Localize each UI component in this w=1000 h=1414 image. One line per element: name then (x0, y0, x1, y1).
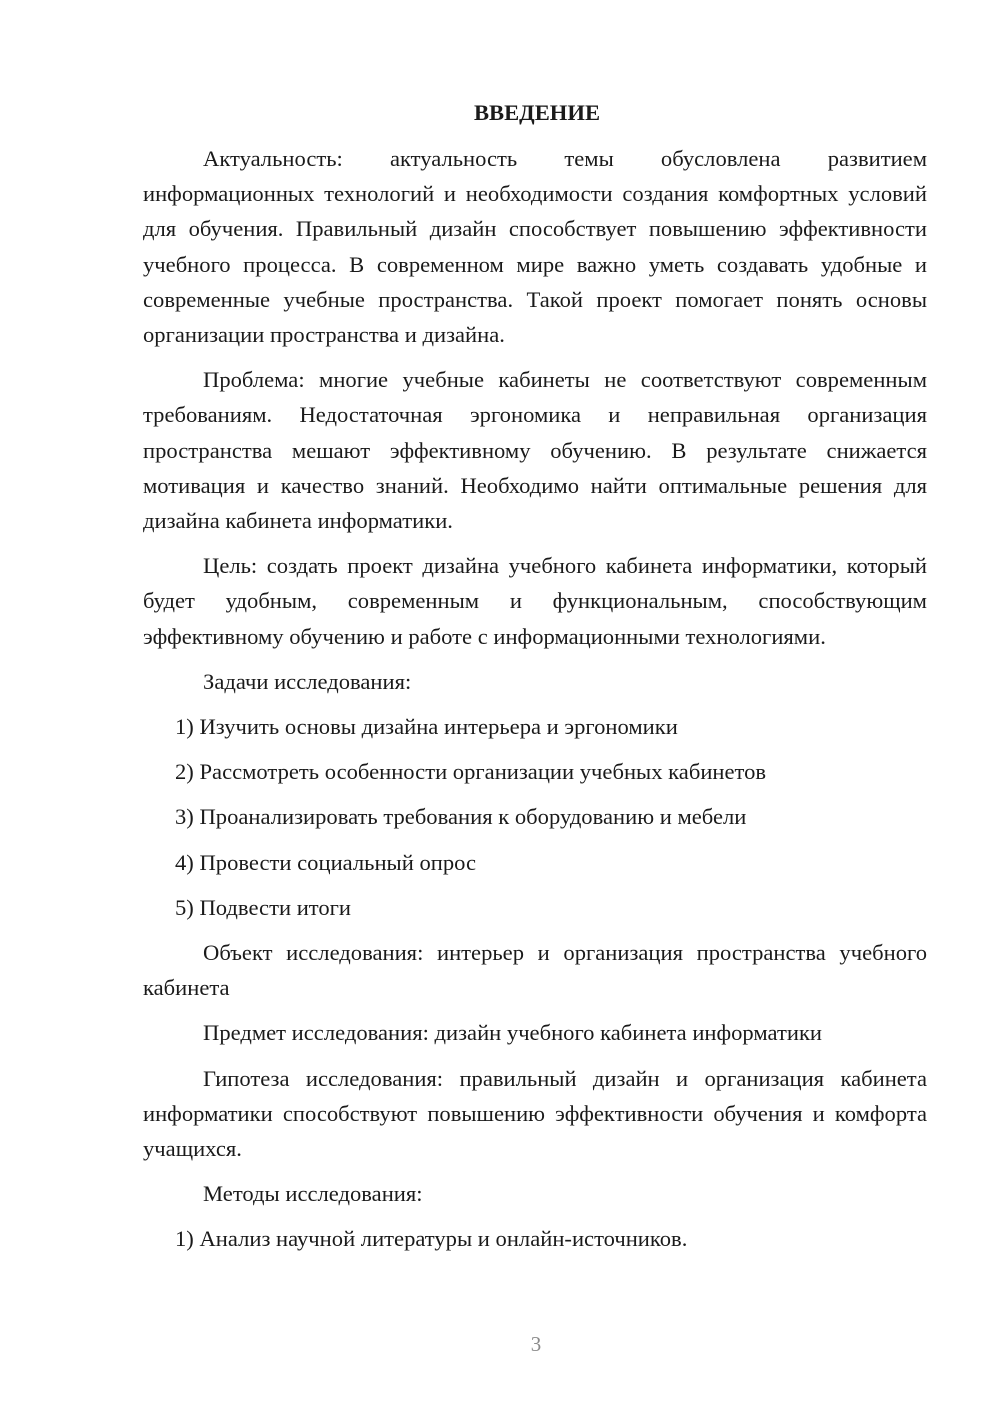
task-item: 4) Провести социальный опрос (175, 849, 477, 875)
methods-heading: Методы исследования: (203, 1181, 423, 1207)
page-content (143, 95, 927, 1267)
hypothesis-paragraph: Гипотеза исследования: правильный дизайн и организация кабинета информатики способствуют повышению эффективности обучения и комфорта учащихся. (143, 1065, 927, 1162)
page-title: ВВЕДЕНИЕ (473, 100, 601, 125)
relevance-paragraph: Актуальность: актуальность темы обусловлена развитием информационных технологий и необходимости создания комфортных условий для обучения. Правильный дизайн способствует повышению эффективности учебного процесса. В современном мире важно уметь создавать удобные и современные учебные пространства. Такой проект помогает понять основы организации пространства и дизайна. (143, 146, 927, 348)
task-item: 3) Проанализировать требования к оборудованию и мебели (175, 804, 747, 830)
task-item: 5) Подвести итоги (175, 894, 352, 920)
object-paragraph: Объект исследования: интерьер и организация пространства учебного кабинета (143, 940, 927, 1001)
task-item: 1) Изучить основы дизайна интерьера и эргономики (175, 714, 678, 740)
method-item: 1) Анализ научной литературы и онлайн-источников. (175, 1226, 688, 1252)
subject-paragraph: Предмет исследования: дизайн учебного кабинета информатики (203, 1020, 823, 1046)
page-number: 3 (530, 1332, 542, 1356)
task-item: 2) Рассмотреть особенности организации учебных кабинетов (175, 759, 767, 785)
problem-paragraph: Проблема: многие учебные кабинеты не соответствуют современным требованиям. Недостаточная эргономика и неправильная организация пространства мешают эффективному обучению. В результате снижается мотивация и качество знаний. Необходимо найти оптимальные решения для дизайна кабинета информатики. (143, 367, 927, 534)
methods-list (143, 1221, 927, 1256)
goal-paragraph: Цель: создать проект дизайна учебного кабинета информатики, который будет удобным, современным и функциональным, способствующим эффективному обучению и работе с информационными технологиями. (143, 553, 927, 649)
tasks-heading: Задачи исследования: (203, 668, 412, 694)
tasks-list (143, 709, 927, 925)
